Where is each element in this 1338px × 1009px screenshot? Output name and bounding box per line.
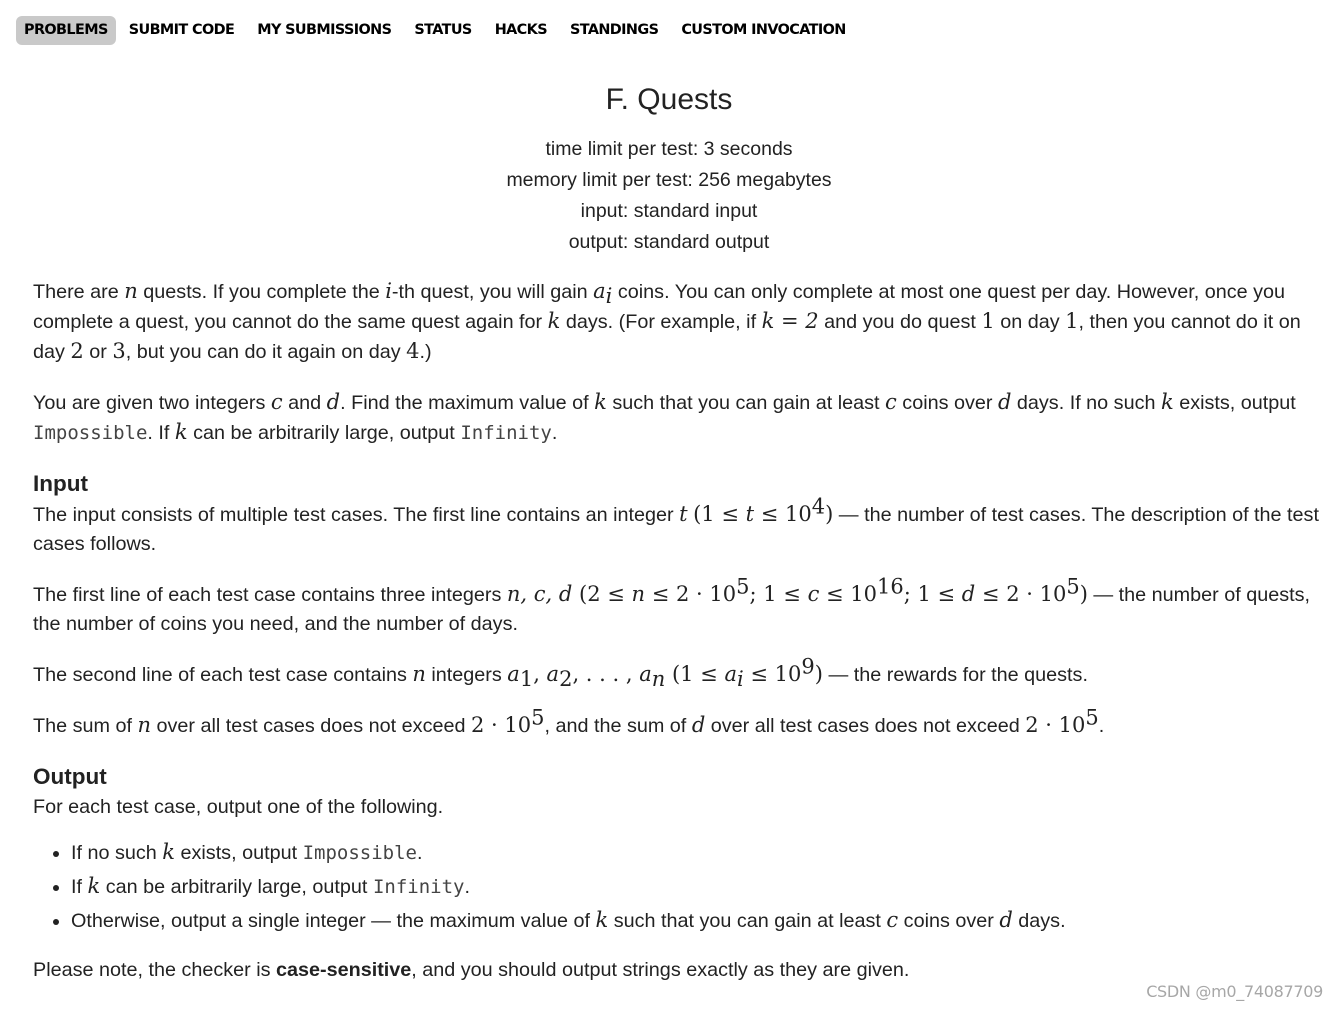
output-intro: For each test case, output one of the following. bbox=[33, 796, 444, 818]
nav-status[interactable]: STATUS bbox=[414, 22, 472, 38]
legend-paragraph-1: There are n quests. If you complete the i-th quest, you will gain $a_i$ coins. You can only complete at most one quest per day. However, once you complete a quest, you cannot do the same quest again for k days. (For example, if k = 2 and you do quest 1 on day 1, then you cannot do it on day 2 or 3, but you can do it again on day 4.) bbox=[33, 279, 1301, 363]
legend-paragraph-2: You are given two integers c and d. Find the maximum value of k such that you can gain at least c coins over d days. If no such k exists, output Impossible. If k can be arbitrarily large, output Infinity. bbox=[33, 390, 1296, 444]
time-limit: time limit per test: 3 seconds bbox=[545, 138, 793, 160]
nav-standings[interactable]: STANDINGS bbox=[569, 22, 659, 38]
input-paragraph-2: The first line of each test case contains three integers n, c, d ($2 \le n \le 2 \cdot 10^5$; $1 \le c \le 10^{16}$; $1 \le d \le 2 \cdot 10^5$) — the number of quests, the number of coins you need, and the number of days. bbox=[33, 574, 1310, 635]
output-options-list bbox=[71, 836, 1333, 938]
input-file: input: standard input bbox=[580, 200, 758, 222]
nav-my-submissions[interactable]: MY SUBMISSIONS bbox=[257, 22, 392, 38]
input-paragraph-3: The second line of each test case contains n integers $a_1$, $a_2$, . . . , $a_n$ $(1 \le a_i \le 10^9)$ — the rewards for the quests. bbox=[33, 654, 1088, 691]
output-file: output: standard output bbox=[568, 231, 770, 253]
problem-header bbox=[0, 80, 1338, 258]
csdn-watermark: CSDN @m0_74087709 bbox=[1146, 982, 1323, 1001]
nav-submit-code[interactable]: SUBMIT CODE bbox=[128, 22, 235, 38]
input-section-title: Input bbox=[33, 471, 88, 496]
infinity-code: Infinity bbox=[460, 422, 552, 444]
problem-statement bbox=[33, 277, 1333, 985]
nav-custom-invocation[interactable]: CUSTOM INVOCATION bbox=[681, 22, 846, 38]
list-item: • If no such k exists, output Impossible. bbox=[71, 836, 1333, 870]
output-section-title: Output bbox=[33, 764, 107, 789]
nav-problems[interactable]: PROBLEMS bbox=[16, 16, 116, 45]
problem-limits bbox=[0, 134, 1338, 258]
list-item: • Otherwise, output a single integer — the maximum value of k such that you can gain at least c coins over d days. bbox=[71, 904, 1333, 938]
output-note: Please note, the checker is case-sensitive, and you should output strings exactly as they are given. bbox=[33, 959, 910, 981]
input-paragraph-1: The input consists of multiple test cases. The first line contains an integer t $(1 \le t \le 10^4)$ — the number of test cases. The description of the test cases follows. bbox=[33, 494, 1319, 555]
input-paragraph-4: The sum of n over all test cases does not exceed $2 \cdot 10^5$, and the sum of d over all test cases does not exceed $2 \cdot 10^5$. bbox=[33, 705, 1105, 737]
impossible-code: Impossible bbox=[33, 422, 148, 444]
problem-nav-menu bbox=[16, 16, 857, 45]
nav-hacks[interactable]: HACKS bbox=[494, 22, 547, 38]
list-item: • If k can be arbitrarily large, output Infinity. bbox=[71, 870, 1333, 904]
memory-limit: memory limit per test: 256 megabytes bbox=[506, 169, 832, 191]
problem-title: F. Quests bbox=[605, 83, 733, 116]
